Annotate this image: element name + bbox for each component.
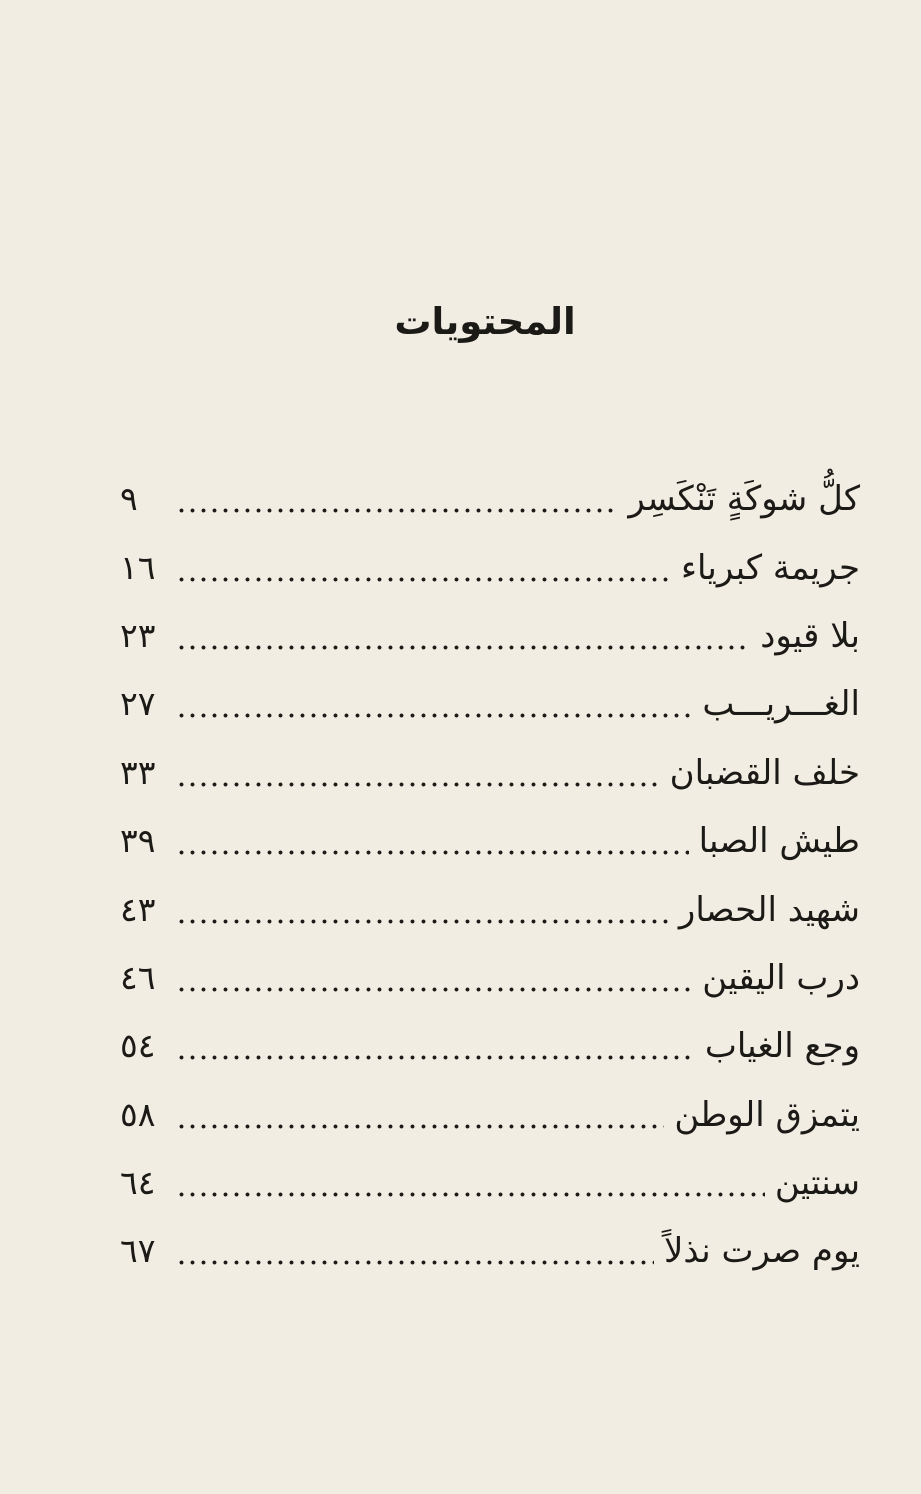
toc-entry-page-number: ١٦ xyxy=(120,547,156,587)
toc-entry-title: يتمزق الوطن xyxy=(674,1094,860,1135)
dot-leader xyxy=(176,958,692,998)
toc-entry-title: طيش الصبا xyxy=(698,821,860,862)
toc-entry-title: سنتين xyxy=(774,1163,860,1204)
toc-entry-page-number: ٥٨ xyxy=(120,1094,156,1134)
dot-leader xyxy=(176,890,669,930)
dot-leader xyxy=(176,479,618,519)
dot-leader xyxy=(176,1231,654,1271)
toc-entry xyxy=(120,944,860,1012)
toc-entry-title: وجع الغياب xyxy=(704,1026,860,1067)
toc-entry-page-number: ٢٧ xyxy=(120,684,156,724)
toc-entry-page-number: ٤٣ xyxy=(120,889,156,929)
toc-entry-title: بلا قيود xyxy=(760,615,860,656)
table-of-contents xyxy=(120,465,860,1286)
toc-entry-page-number: ٦٤ xyxy=(120,1163,156,1203)
dot-leader xyxy=(176,821,689,861)
toc-entry-title: درب اليقين xyxy=(702,957,860,998)
toc-entry-title: خلف القضبان xyxy=(669,752,860,793)
dot-leader xyxy=(176,753,660,793)
toc-entry xyxy=(120,1081,860,1149)
toc-entry-page-number: ٢٣ xyxy=(120,615,156,655)
dot-leader xyxy=(176,616,750,656)
toc-entry-page-number: ٣٣ xyxy=(120,752,156,792)
toc-entry-title: شهيد الحصار xyxy=(678,889,860,930)
toc-entry-title: يوم صرت نذلاً xyxy=(663,1231,860,1272)
dot-leader xyxy=(176,1095,664,1135)
dot-leader xyxy=(176,1026,695,1066)
toc-entry xyxy=(120,875,860,943)
dot-leader xyxy=(176,684,692,724)
toc-entry xyxy=(120,465,860,533)
toc-entry-page-number: ٩ xyxy=(120,479,138,519)
page-title: المحتويات xyxy=(394,300,576,343)
toc-entry xyxy=(120,670,860,738)
toc-entry xyxy=(120,1217,860,1285)
toc-entry xyxy=(120,1149,860,1217)
toc-entry-title: كلُّ شوكَةٍ تَنْكَسِر xyxy=(628,479,860,520)
toc-entry-title: جريمة كبرياء xyxy=(681,547,860,588)
toc-entry xyxy=(120,533,860,601)
toc-entry-page-number: ٣٩ xyxy=(120,821,156,861)
dot-leader xyxy=(176,1163,765,1203)
toc-entry-page-number: ٤٦ xyxy=(120,957,156,997)
toc-entry xyxy=(120,1012,860,1080)
toc-entry-page-number: ٥٤ xyxy=(120,1026,156,1066)
toc-entry xyxy=(120,807,860,875)
toc-entry xyxy=(120,602,860,670)
toc-entry-title: الغـــريـــب xyxy=(702,684,860,725)
dot-leader xyxy=(176,548,671,588)
toc-entry xyxy=(120,739,860,807)
toc-entry-page-number: ٦٧ xyxy=(120,1231,156,1271)
